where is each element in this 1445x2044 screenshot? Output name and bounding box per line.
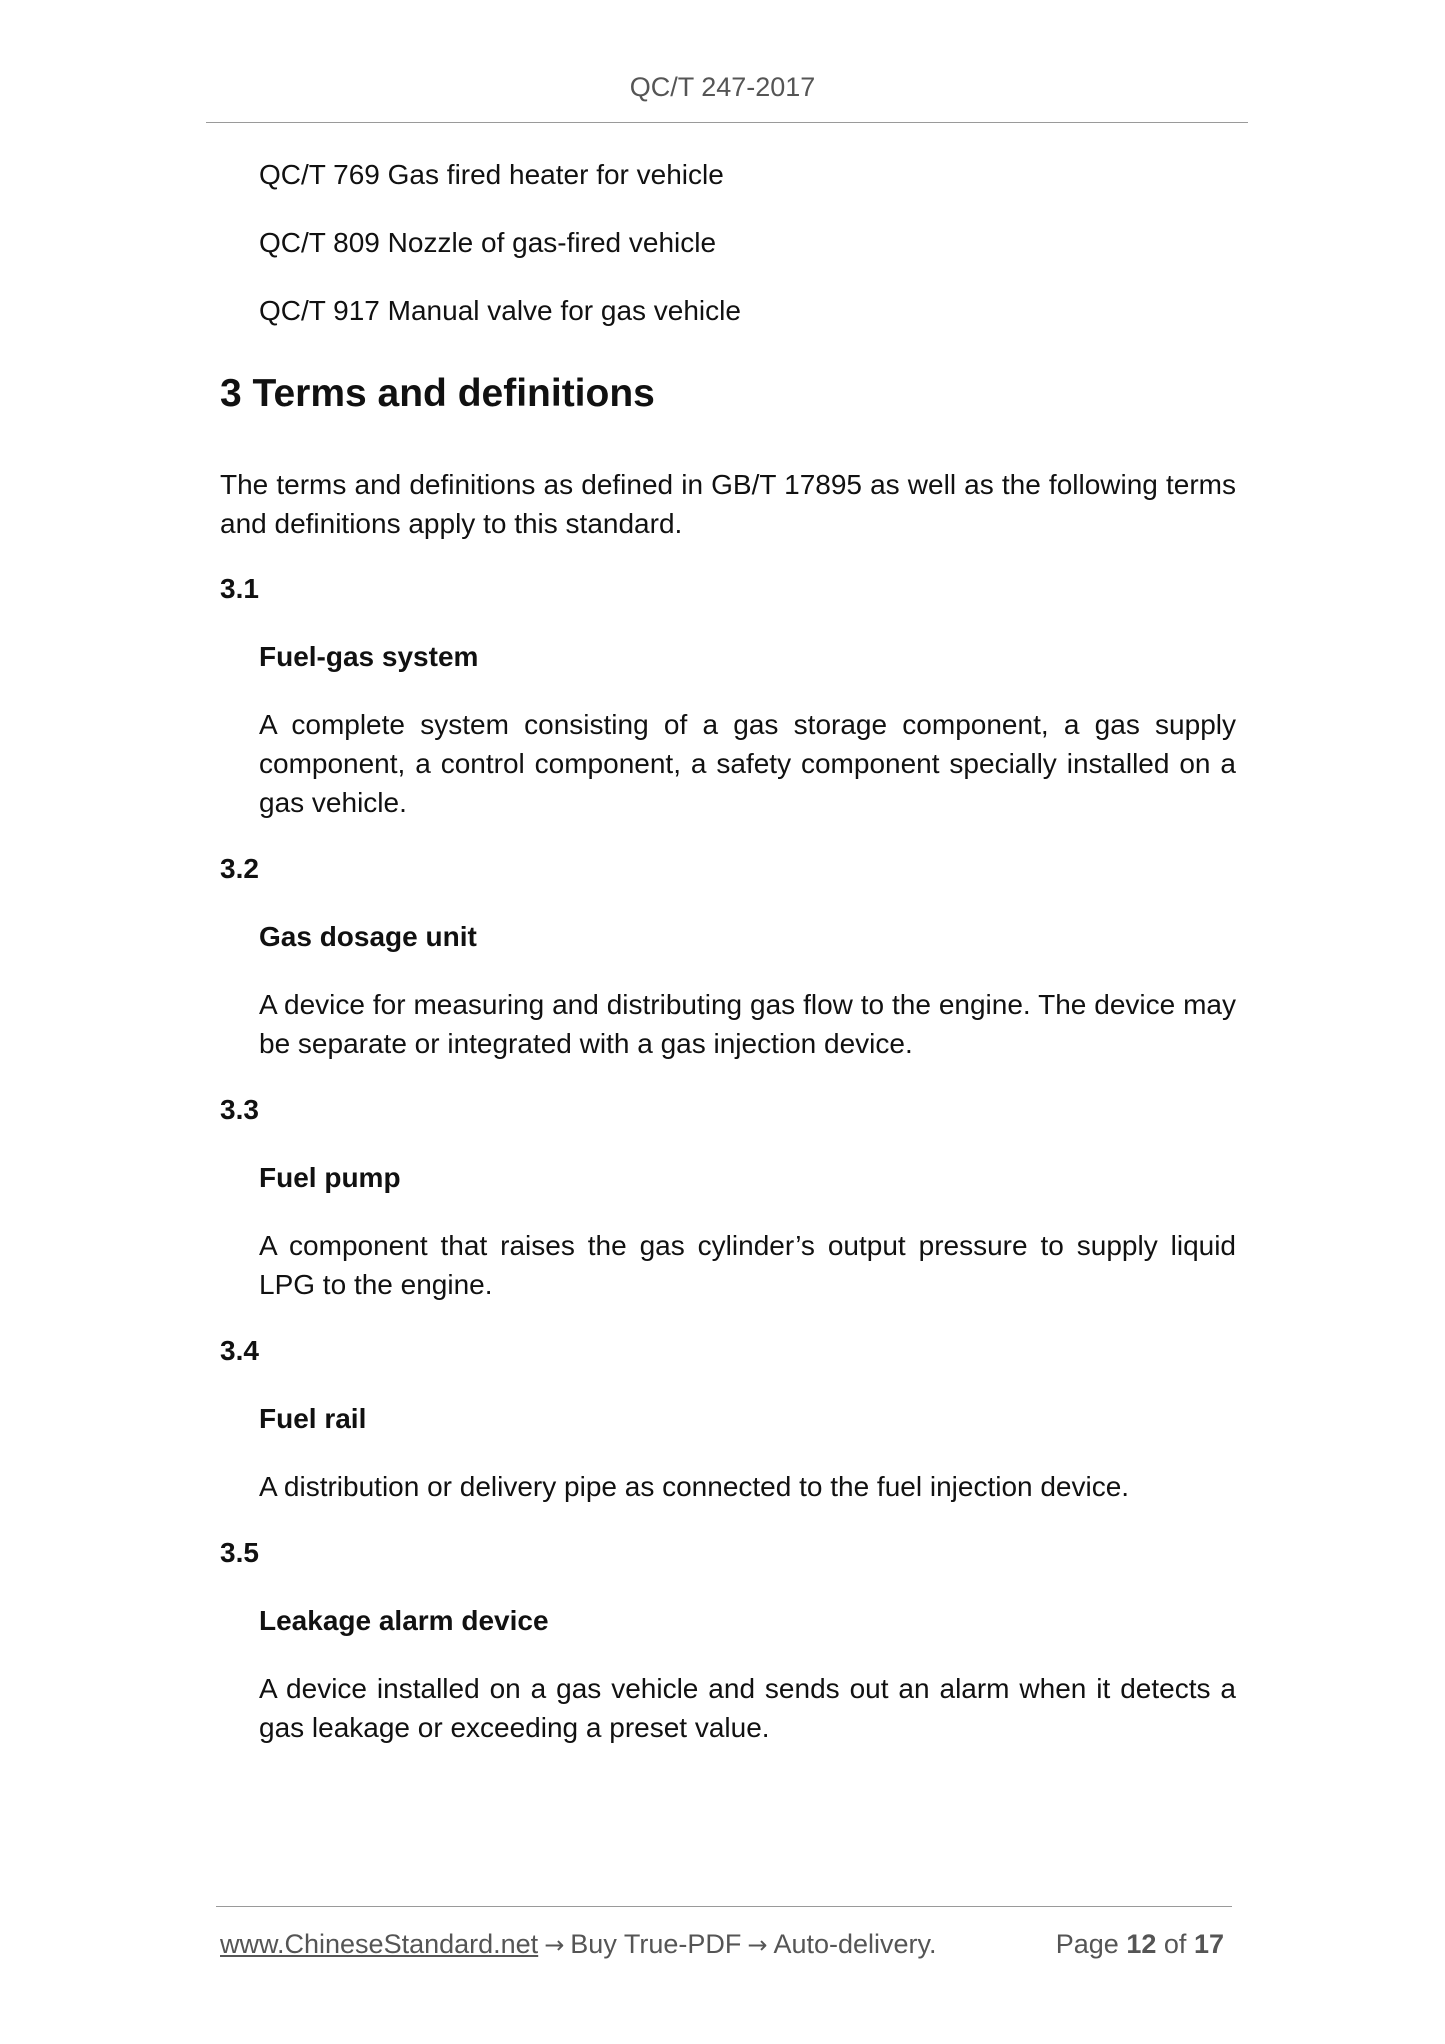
term-definition: A complete system consisting of a gas storage component, a gas supply component, a control component, a safety component specially installed on a gas vehicle. (259, 709, 1236, 818)
term-name: Leakage alarm device (259, 1605, 549, 1636)
page-label: Page (1055, 1929, 1119, 1959)
term-definition: A device for measuring and distributing gas flow to the engine. The device may be separate or integrated with a gas injection device. (259, 989, 1236, 1059)
reference-item: QC/T 809 Nozzle of gas-fired vehicle (259, 227, 717, 258)
header-divider (206, 122, 1248, 123)
page-indicator (1056, 1926, 1224, 1962)
reference-item: QC/T 917 Manual valve for gas vehicle (259, 295, 741, 326)
term-name: Fuel rail (259, 1403, 367, 1434)
term-name: Gas dosage unit (259, 921, 477, 952)
term-number: 3.1 (220, 573, 259, 604)
term-definition: A distribution or delivery pipe as connected to the fuel injection device. (259, 1471, 1130, 1502)
term-number: 3.3 (220, 1094, 259, 1125)
footer-divider (216, 1906, 1232, 1907)
of-label: of (1163, 1929, 1187, 1959)
term-number: 3.4 (220, 1335, 259, 1366)
arrow-right-icon: → (544, 1931, 565, 1959)
term-number: 3.5 (220, 1537, 259, 1568)
section-intro: The terms and definitions as defined in GB/T 17895 as well as the following terms and definitions apply to this standard. (220, 469, 1236, 539)
chinese-standard-link[interactable]: www.ChineseStandard.net (220, 1929, 539, 1959)
term-definition: A device installed on a gas vehicle and sends out an alarm when it detects a gas leakage or exceeding a preset value. (259, 1673, 1236, 1743)
auto-delivery-text: Auto-delivery. (773, 1929, 937, 1959)
section-heading: 3 Terms and definitions (220, 372, 655, 415)
term-definition: A component that raises the gas cylinder’s output pressure to supply liquid LPG to the engine. (259, 1230, 1236, 1300)
footer-promo (220, 1926, 937, 1963)
term-number: 3.2 (220, 853, 259, 884)
page-current-number: 12 (1126, 1929, 1157, 1959)
buy-true-pdf-text: Buy True-PDF (570, 1929, 742, 1959)
arrow-right-icon: → (747, 1931, 768, 1959)
document-header-title: QC/T 247-2017 (629, 72, 816, 102)
reference-item: QC/T 769 Gas fired heater for vehicle (259, 159, 724, 190)
term-name: Fuel-gas system (259, 641, 479, 672)
term-name: Fuel pump (259, 1162, 401, 1193)
page-total-number: 17 (1193, 1929, 1224, 1959)
